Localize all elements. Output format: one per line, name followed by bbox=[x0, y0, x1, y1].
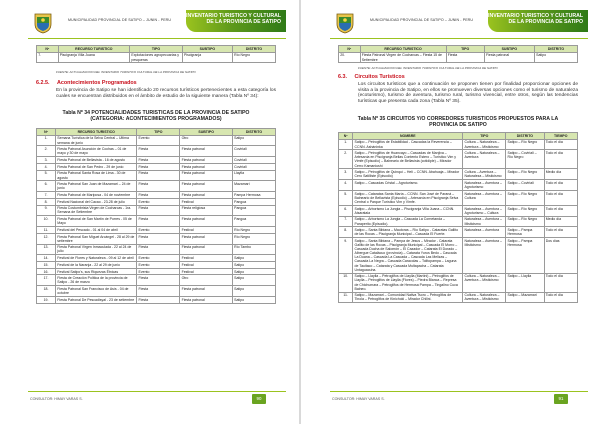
table-cell: Satipo – Santa Bibiana – Pampa de Jesus – Mirador - Catarata Gallito de las Rocas – Piscigranja Municipal – Cascada El Morro – Cascada Ducha de Salomón – El Cazador – Catarata El Dorado – Albergue Catalácuo (provincia) – Catarata Yurus Bedo – Cascada La Duana – Cascada La Cascada – Cascada Las Melizas – Cascada La Negra – Cascada Caracolas – Tolitopampa – Laguna de Tauitaco – Catarata y Cascada Multapacha – Catarata Untaguacuha. bbox=[353, 238, 463, 273]
table-cell: Satipo – Coviriali bbox=[506, 180, 544, 191]
table-cell: Piscigranja bbox=[182, 52, 232, 63]
table-cell: Explotaciones agropecuarias y pesqueras bbox=[130, 52, 183, 63]
table-row bbox=[37, 198, 276, 205]
table-cell: Medio día bbox=[544, 169, 577, 180]
table-cell: Fiesta Patronal San Francisco de Asís - 04 de octubre bbox=[56, 286, 137, 297]
table-source-note: FUENTE: ACTUALIZACION DEL INVENTARIO TURISTICO CULTURAL DE LA PROVINCIA DE SATIPO bbox=[56, 70, 196, 74]
table-header-row bbox=[37, 46, 276, 53]
table-cell: Todo el día bbox=[544, 191, 577, 206]
table-cell: Fiesta patronal bbox=[180, 170, 233, 181]
table-row bbox=[37, 233, 276, 244]
table-cell: Festival del Pescado - 01 al 04 de abril bbox=[56, 227, 137, 234]
table-row bbox=[37, 275, 276, 286]
table-cell: Fiesta patronal bbox=[180, 157, 233, 164]
table-cell: 3. bbox=[339, 169, 353, 180]
circuits-table-body bbox=[339, 139, 578, 303]
table-cell: Satipo – Río Negro bbox=[506, 191, 544, 206]
section-number: 6.3. bbox=[338, 74, 347, 80]
table-caption: Tabla Nº 35 CIRCUITOS Y/O CORREDORES TURISTICOS PROPUESTOS PARA LA PROVINCIA DE SATIPO bbox=[357, 116, 559, 129]
col-header: DISTRITO bbox=[232, 46, 275, 53]
table-cell: Todo el día bbox=[544, 273, 577, 292]
table-cell: Fiesta Patronal De Pescadisyal - 23 de setiembre bbox=[56, 297, 137, 304]
table-cell: Cultura – Naturaleza – Aventura – Misticismo bbox=[463, 292, 506, 303]
table-source-note: FUENTE: ACTUALIZACION DEL INVENTARIO TURISTICO CULTURAL DE LA PROVINCIA DE SATIPO bbox=[358, 66, 498, 70]
table-cell: 12. bbox=[37, 233, 56, 244]
table-cell: Coviriali bbox=[232, 157, 275, 164]
table-cell: Fiesta bbox=[137, 233, 180, 244]
table-row bbox=[339, 52, 578, 63]
table-cell: Satipo – Mazamari bbox=[506, 292, 544, 303]
table-cell: Festival de Flores y Naturaleza - 09 al 12 de abril bbox=[56, 255, 137, 262]
table-cell: Pangoa bbox=[232, 205, 275, 216]
col-header: SUBTIPO bbox=[182, 46, 232, 53]
table-cell: Pampa Hermosa bbox=[232, 192, 275, 199]
table-cell: 18. bbox=[37, 286, 56, 297]
col-header: Nº bbox=[37, 129, 56, 136]
table-cell: Evento bbox=[137, 227, 180, 234]
table-cell: Fiesta bbox=[137, 275, 180, 286]
table-cell: Festival Nacional del Cacao - 23-28 de julio bbox=[56, 198, 137, 205]
header-divider bbox=[330, 38, 588, 39]
col-header: DISTRITO bbox=[534, 46, 577, 53]
table-cell: Fiesta Patronal San Juan de Mazamari – 24 de junio bbox=[56, 181, 137, 192]
table-row bbox=[37, 262, 276, 269]
table-cell: Satipo – Río Negro bbox=[506, 139, 544, 150]
table-cell: Fiesta Patronal Virgen de Cocharcas – Fiesta 15 de Setiembre bbox=[360, 52, 446, 63]
table-cell: 1. bbox=[339, 139, 353, 150]
table-cell: Fiesta Patronal de Mariposa - 04 de noviembre bbox=[56, 192, 137, 199]
table-row bbox=[339, 180, 578, 191]
table-cell: Evento bbox=[137, 135, 180, 146]
table-cell: Satipo bbox=[232, 286, 275, 297]
table-cell: Fiesta patronal bbox=[180, 181, 233, 192]
col-header: TIPO bbox=[137, 129, 180, 136]
table-cell: Naturaleza – Aventura – Cultura bbox=[463, 191, 506, 206]
table-cell: Satipo – Petroglifos de Estabilidad - Cascadas la Reverencia – CCNN. Asháninka bbox=[353, 139, 463, 150]
section-paragraph: Los circuitos turísticos que a continuación se proponen tienen por finalidad proporcionar opciones de visita a la provincia de Satipo, en ellos se promueven diversas opciones como el turismo de naturaleza (ecoturismo), turismo de aventura, turismo rural, turismo vivencial, entre otros, según las tendencias turísticas que presenta cada zona (Tabla Nº 35). bbox=[358, 82, 578, 105]
page-header bbox=[330, 10, 588, 36]
table-row bbox=[339, 139, 578, 150]
table-cell: 7. bbox=[339, 216, 353, 227]
table-cell: Fiesta patronal bbox=[180, 244, 233, 255]
table-cell: Pangoa bbox=[232, 198, 275, 205]
table-cell: Medio día bbox=[544, 216, 577, 227]
table-row bbox=[37, 205, 276, 216]
section-paragraph: En la provincia de Satipo se han identificado 20 recursos turísticos pertenecientes a esta categoría los cuales se encuentran distribuidos en el ámbito de estudio de la siguiente manera (Tabla Nº 34): bbox=[56, 88, 276, 99]
table-cell: 11. bbox=[37, 227, 56, 234]
table-cell: Fiesta patronal bbox=[484, 52, 534, 63]
col-header: RECURSO TURISTICO bbox=[56, 129, 137, 136]
table-cell: Evento bbox=[137, 198, 180, 205]
table-cell: 8. bbox=[37, 198, 56, 205]
table-cell: Satipo bbox=[232, 262, 275, 269]
table-row bbox=[339, 238, 578, 273]
table-cell: Todo el día bbox=[544, 205, 577, 216]
table-cell: 8. bbox=[339, 227, 353, 238]
col-header: NOMBRE bbox=[353, 133, 463, 140]
table-row bbox=[339, 205, 578, 216]
table-cell: Fiesta bbox=[137, 192, 180, 199]
table-cell: Satipo – Mazamari – Comunidad Nativa Tsoro – Petroglifos de Tinola – Petroglifos de Kinichoki – Mirador Chilini. bbox=[353, 292, 463, 303]
table-cell: Satipo – Pampa Hermosa bbox=[506, 227, 544, 238]
table-row bbox=[37, 268, 276, 275]
header-divider bbox=[28, 38, 286, 39]
table-cell: Río Negro bbox=[232, 227, 275, 234]
table-cell: 4. bbox=[339, 180, 353, 191]
table-cell: 7. bbox=[37, 192, 56, 199]
col-header: TIPO bbox=[463, 133, 506, 140]
table-cell: 9. bbox=[37, 205, 56, 216]
table-cell: Fiesta Patronal de San Pedro - 29 de junio bbox=[56, 163, 137, 170]
table-cell: Fiesta Costumbrista Virgen de Cocharcas - 1ra. Semana de Setiembre bbox=[56, 205, 137, 216]
table-cell: Satipo bbox=[232, 275, 275, 286]
table-cell: Fiesta patronal bbox=[180, 192, 233, 199]
table-cell: 19. bbox=[37, 297, 56, 304]
table-cell: Fiesta Patronal Santa Rosa de Lima - 30 de agosto bbox=[56, 170, 137, 181]
table-cell: Festival bbox=[180, 198, 233, 205]
table-cell: 13. bbox=[37, 244, 56, 255]
col-header: Nº bbox=[339, 46, 361, 53]
section-title: Acontecimientos Programados bbox=[57, 80, 137, 86]
table-header-row bbox=[37, 129, 276, 136]
right-page bbox=[302, 0, 600, 424]
municipal-crest-icon bbox=[32, 12, 54, 34]
municipal-crest-icon bbox=[334, 12, 356, 34]
footer-consultant: CONSULTOR: HIMAY VARAS S. bbox=[30, 397, 83, 401]
table-row bbox=[339, 273, 578, 292]
table-cell: Satipo – Cascadas Cristal – Agroturismo. bbox=[353, 180, 463, 191]
page-number: 90 bbox=[252, 394, 266, 404]
table-cell: Naturaleza – Aventura – Agroturismo bbox=[463, 180, 506, 191]
events-table-body bbox=[37, 135, 276, 303]
table-cell: Festival de la Naranja - 22 al 29 de junio bbox=[56, 262, 137, 269]
table-cell: Río Tambo bbox=[232, 244, 275, 255]
footer-divider bbox=[330, 391, 588, 392]
table-cell: Fiesta religiosa bbox=[180, 205, 233, 216]
table-header-row bbox=[339, 46, 578, 53]
table-cell: Todo el día bbox=[544, 292, 577, 303]
table-cell: Festival bbox=[180, 262, 233, 269]
page-number: 91 bbox=[554, 394, 568, 404]
table-cell: Fiesta Patronal Asunción de Cochas – 01 de mayo y 30 de mayo bbox=[56, 146, 137, 157]
table-cell: 4. bbox=[37, 163, 56, 170]
continued-table bbox=[36, 45, 276, 63]
table-cell: Festival bbox=[180, 268, 233, 275]
table-cell: 14. bbox=[37, 255, 56, 262]
table-cell: Satipo – Pampa Hermosa bbox=[506, 238, 544, 273]
table-cell: Cultura – Aventura – Naturaleza – Misticismo bbox=[463, 169, 506, 180]
table-cell: 7. bbox=[37, 52, 59, 63]
table-cell: Todo el día bbox=[544, 139, 577, 150]
footer-divider bbox=[28, 391, 286, 392]
table-row bbox=[37, 216, 276, 227]
table-row bbox=[339, 169, 578, 180]
table-cell: Festival bbox=[180, 255, 233, 262]
table-cell: Coviriali bbox=[232, 146, 275, 157]
table-cell: Pangoa bbox=[232, 216, 275, 227]
col-header: TIEMPO bbox=[544, 133, 577, 140]
table-cell: 2. bbox=[37, 146, 56, 157]
table-cell: Dos días bbox=[544, 238, 577, 273]
table-cell: Satipo bbox=[232, 268, 275, 275]
table-cell: Evento bbox=[137, 262, 180, 269]
table-cell: Satipo – Santa Bibiana – Mautoras – Río Satipo - Cataratas Gallito de las Rocas – Piscigranja Municipal – Cascada El Fuerte. bbox=[353, 227, 463, 238]
table-row bbox=[37, 192, 276, 199]
col-header: RECURSO TURISTICO bbox=[360, 46, 446, 53]
table-row bbox=[37, 170, 276, 181]
table-cell: Llaylla bbox=[232, 170, 275, 181]
col-header: DISTRITO bbox=[506, 133, 544, 140]
left-page bbox=[0, 0, 298, 424]
table-cell: Todo el día bbox=[544, 180, 577, 191]
table-cell: Otro bbox=[180, 135, 233, 146]
table-cell: Fiesta Patronal de Bellavista - 16 de agosto bbox=[56, 157, 137, 164]
table-cell: Fiesta bbox=[137, 146, 180, 157]
table-cell: Fiesta bbox=[137, 297, 180, 304]
table-row bbox=[339, 227, 578, 238]
events-table bbox=[36, 128, 276, 304]
table-cell: Fiesta patronal bbox=[180, 233, 233, 244]
table-cell: 3. bbox=[37, 157, 56, 164]
table-cell: 6. bbox=[339, 205, 353, 216]
table-cell: Naturaleza – Aventura – Misticismo bbox=[463, 216, 506, 227]
municipality-name: MUNICIPALIDAD PROVINCIAL DE SATIPO – JUNIN - PERU bbox=[68, 18, 172, 22]
table-row bbox=[37, 135, 276, 146]
table-cell: Fiesta patronal bbox=[180, 146, 233, 157]
table-row bbox=[37, 255, 276, 262]
table-cell: Evento bbox=[137, 255, 180, 262]
col-header: TIPO bbox=[130, 46, 183, 53]
table-cell: 16. bbox=[37, 268, 56, 275]
table-cell: Satipo bbox=[232, 255, 275, 262]
col-header: RECURSO TURISTICO bbox=[58, 46, 130, 53]
table-row bbox=[339, 191, 578, 206]
table-cell: 10. bbox=[339, 273, 353, 292]
table-cell: Fiesta Patronal de San Martín de Porres - 05 de Mayo bbox=[56, 216, 137, 227]
table-cell: Fiesta patronal bbox=[180, 286, 233, 297]
table-cell: Coviriali bbox=[232, 163, 275, 170]
table-caption: Tabla Nº 34 POTENCIALIDADES TURISTICAS DE LA PROVINCIA DE SATIPO (CATEGORIA: ACONTECIMIENTOS PROGRAMADOS) bbox=[62, 110, 250, 123]
table-cell: 17. bbox=[37, 275, 56, 286]
col-header: Nº bbox=[339, 133, 353, 140]
table-cell: Fiesta bbox=[446, 52, 484, 63]
table-cell: Fiesta bbox=[137, 286, 180, 297]
inventory-banner: INVENTARIO TURISTICO Y CULTURAL DE LA PROVINCIA DE SATIPO bbox=[186, 10, 286, 32]
table-cell: Satipo – Río Negro bbox=[506, 205, 544, 216]
table-cell: Satipo – Arborismo La Jungla – Cascada La Cornetanda – Paraperito (Episodio). bbox=[353, 216, 463, 227]
table-cell: Río Negro bbox=[232, 233, 275, 244]
table-cell: Fiesta Patronal Virgen Inmaculada - 22 al 24 de julio bbox=[56, 244, 137, 255]
table-header-row bbox=[339, 133, 578, 140]
table-cell: Satipo – Llaylla bbox=[506, 273, 544, 292]
continued-table bbox=[338, 45, 578, 63]
table-cell: Satipo – Coviriali – Río Negro bbox=[506, 150, 544, 169]
table-cell: Satipo – Río Negro bbox=[506, 169, 544, 180]
table-cell: 5. bbox=[37, 170, 56, 181]
table-cell: Cultura – Naturaleza – Aventura – Misticismo bbox=[463, 273, 506, 292]
table-row bbox=[37, 146, 276, 157]
table-row bbox=[37, 244, 276, 255]
table-cell: Satipo – Petroglifos de Quinquí – Heli – CCNN. Abahuaja – Mirador Cero Satilliste (Episodio) bbox=[353, 169, 463, 180]
table-row bbox=[37, 286, 276, 297]
table-cell: 20. bbox=[339, 52, 361, 63]
page-header bbox=[28, 10, 286, 36]
table-row bbox=[37, 52, 276, 63]
footer-consultant: CONSULTOR: HIMAY VARAS S. bbox=[332, 397, 385, 401]
section-number: 6.2.5. bbox=[36, 80, 50, 86]
table-cell: Semana Turística de la Selva Central – Ultima semana de junio bbox=[56, 135, 137, 146]
table-row bbox=[339, 216, 578, 227]
table-cell: 10. bbox=[37, 216, 56, 227]
table-cell: Fiesta bbox=[137, 163, 180, 170]
table-row bbox=[339, 150, 578, 169]
table-cell: Fiesta bbox=[137, 181, 180, 192]
table-cell: Naturaleza – Aventura – Agroturismo – Cultura bbox=[463, 205, 506, 216]
table-cell: Cultura – Naturaleza – Aventura bbox=[463, 150, 506, 169]
page-gutter bbox=[299, 0, 301, 424]
table-cell: Satipo – Petroglifos de Huancayo – Cascadas de Manjiva – Artesanía en Piscigranja Bellas Contento Estero – Turístico Vim y Vimfe (Episodio) – Balneario de Bellavista (cotidiple) – Mirador Cerro Kamaniushi bbox=[353, 150, 463, 169]
table-row bbox=[37, 163, 276, 170]
table-cell: Naturaleza – Aventura – Misticismo bbox=[463, 238, 506, 273]
circuits-table bbox=[338, 132, 578, 303]
table-cell: 2. bbox=[339, 150, 353, 169]
table-cell: Fiesta bbox=[137, 170, 180, 181]
col-header: Nº bbox=[37, 46, 59, 53]
table-cell: Piscigranja Villa Juana bbox=[58, 52, 130, 63]
table-cell: Mazamari bbox=[232, 181, 275, 192]
table-row bbox=[37, 297, 276, 304]
table-cell: Fiesta bbox=[137, 157, 180, 164]
table-cell: Festival Satipo's, sus Riquezas Étnicas bbox=[56, 268, 137, 275]
col-header: SUBTIPO bbox=[180, 129, 233, 136]
table-row bbox=[339, 292, 578, 303]
table-cell: 1. bbox=[37, 135, 56, 146]
section-heading bbox=[36, 80, 137, 86]
municipality-name: MUNICIPALIDAD PROVINCIAL DE SATIPO – JUNIN - PERU bbox=[370, 18, 474, 22]
table-cell: 6. bbox=[37, 181, 56, 192]
table-cell: 5. bbox=[339, 191, 353, 206]
table-cell: Todo el día bbox=[544, 150, 577, 169]
table-cell: Otro bbox=[180, 275, 233, 286]
table-cell: Cultura – Naturaleza – Aventura – Misticismo bbox=[463, 139, 506, 150]
table-cell: 9. bbox=[339, 238, 353, 273]
table-cell: Satipo – Cataratas Santa María – CCNN. San José de Paraná – Balneario de Bellavista (Episodio) – Artesanía en Piscigranja Selva Central o Parque Turístico Vim y Vimfe. bbox=[353, 191, 463, 206]
table-cell: Satipo bbox=[232, 297, 275, 304]
table-cell: Fiesta patronal bbox=[180, 163, 233, 170]
col-header: DISTRITO bbox=[232, 129, 275, 136]
table-row bbox=[37, 157, 276, 164]
table-cell: Fiesta bbox=[137, 244, 180, 255]
table-cell: Naturaleza – Aventura bbox=[463, 227, 506, 238]
table-cell: Fiesta patronal bbox=[180, 216, 233, 227]
col-header: TIPO bbox=[446, 46, 484, 53]
table-cell: Festival bbox=[180, 227, 233, 234]
table-cell: Satipo bbox=[534, 52, 577, 63]
table-cell: Satipo – Arborismo La Jungla – Piscigranja Villa Juana – CCNN. Aisarataia bbox=[353, 205, 463, 216]
table-cell: Fiesta Patronal San Miguel Arcángel - 28 al 29 de setiembre bbox=[56, 233, 137, 244]
table-cell: Satipo bbox=[232, 135, 275, 146]
table-cell: Satipo – Río Negro bbox=[506, 216, 544, 227]
section-heading bbox=[338, 74, 405, 80]
table-cell: Evento bbox=[137, 268, 180, 275]
table-cell: Todo el día bbox=[544, 227, 577, 238]
table-row bbox=[37, 181, 276, 192]
col-header: SUBTIPO bbox=[484, 46, 534, 53]
table-cell: Satipo – Llaylla – Petroglifos de Llaylla (Martíni) – Petroglifos de Llaylla – Petroglifos de Llaylla (Flores) – Piedra Blanca – Represa de Chichumara – Petroglifos de Hermosa Pampa – Tingalino Cuca Balneo. bbox=[353, 273, 463, 292]
table-cell: Río Negro bbox=[232, 52, 275, 63]
table-cell: 11. bbox=[339, 292, 353, 303]
section-title: Circuitos Turísticos bbox=[354, 74, 405, 80]
table-cell: Fiesta de Creación Política de la provincia de Satipo - 26 de marzo bbox=[56, 275, 137, 286]
table-row bbox=[37, 227, 276, 234]
table-cell: 15. bbox=[37, 262, 56, 269]
table-cell: Fiesta patronal bbox=[180, 297, 233, 304]
inventory-banner: INVENTARIO TURISTICO Y CULTURAL DE LA PROVINCIA DE SATIPO bbox=[488, 10, 588, 32]
table-cell: Fiesta bbox=[137, 216, 180, 227]
table-cell: Fiesta bbox=[137, 205, 180, 216]
